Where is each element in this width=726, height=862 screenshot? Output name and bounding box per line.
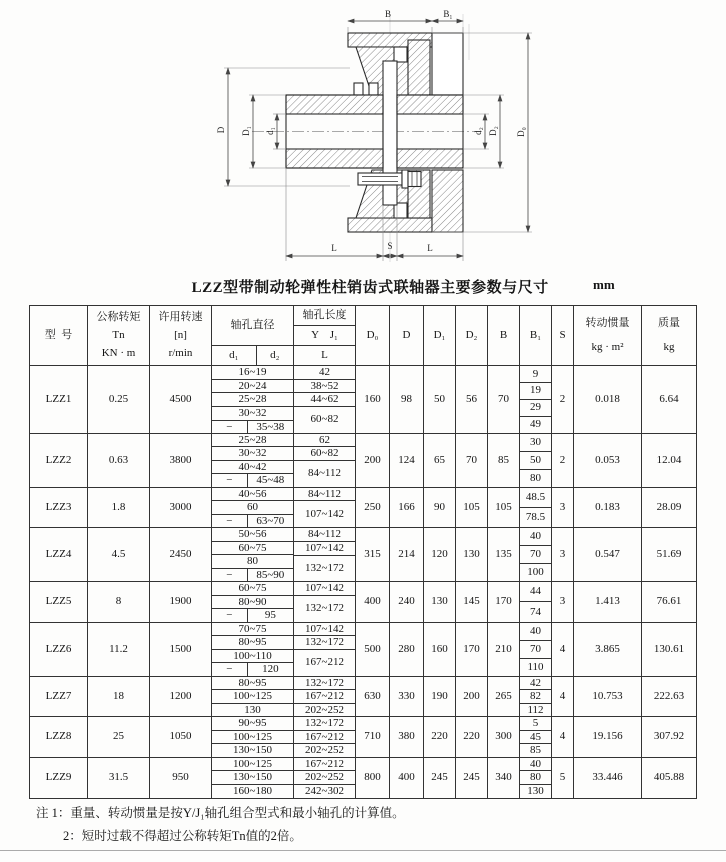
length-range: 167~212 [305, 757, 344, 770]
length-range: 42 [319, 366, 330, 379]
bore-range: 100~125 [212, 730, 293, 744]
bore-length-column [294, 582, 356, 622]
header-yj1: Y J₁ [294, 326, 355, 346]
dim-label-D: D [216, 126, 226, 134]
cell-torque: 4.5 [88, 528, 150, 581]
header-L: L [321, 349, 328, 362]
header-speed-name: 许用转速 [158, 311, 203, 324]
cell-B1: 110 [520, 658, 551, 676]
bore-range: 100~125 [212, 689, 293, 703]
cell-torque: 18 [88, 677, 150, 717]
cell-speed: 2450 [150, 528, 212, 581]
left-hub-wall-bottom [286, 149, 383, 168]
length-range: 167~212 [294, 689, 355, 703]
dim-label-S: S [387, 241, 393, 251]
bore-diameter-column [212, 623, 294, 676]
header-torque-unit: KN · m [101, 347, 136, 360]
cell-inertia: 19.156 [574, 717, 642, 757]
length-range: 132~172 [294, 595, 355, 622]
cell-mass: 222.63 [653, 689, 685, 702]
cell-D1: 190 [424, 677, 456, 717]
cell-torque: 8 [88, 582, 150, 622]
length-range: 84~112 [307, 528, 342, 541]
dim-label-D0: D₀ [516, 127, 526, 137]
cell-D2: 145 [456, 582, 488, 622]
header-bore-length [294, 306, 356, 365]
bore-length-column [294, 528, 356, 581]
cell-D0: 250 [356, 488, 390, 528]
cell-speed: 1500 [150, 623, 212, 676]
cell-D1: 65 [424, 434, 456, 487]
cell-S: 4 [552, 623, 574, 676]
cell-S: 4 [552, 677, 574, 717]
bore-range-split [212, 568, 293, 582]
bore-range: 50~56 [238, 528, 267, 540]
cell-model: LZZ6 [30, 623, 88, 676]
bore-range: 80~95 [212, 635, 293, 649]
page-bottom-rule [0, 850, 726, 851]
cell-B1: 48.5 [525, 490, 546, 503]
cell-B1: 45 [520, 730, 551, 744]
bore-range: 70~75 [238, 622, 267, 635]
cell-B1: 40 [530, 757, 541, 770]
length-range: 242~302 [294, 784, 355, 798]
cell-S: 3 [552, 528, 574, 581]
table-row [30, 582, 696, 623]
bore-diameter-column [212, 582, 294, 622]
cell-D2: 200 [456, 677, 488, 717]
cell-B1: 49 [520, 416, 551, 433]
header-inertia-unit: kg · m² [591, 341, 624, 354]
length-range: 132~172 [305, 717, 344, 729]
page-title: LZZ型带制动轮弹性柱销齿式联轴器主要参数与尺寸 [191, 280, 549, 296]
bore-range: 30~32 [212, 446, 293, 460]
bore-length-column [294, 717, 356, 757]
cell-D0: 315 [356, 528, 390, 581]
cell-S: 2 [552, 366, 574, 433]
cell-D2: 170 [456, 623, 488, 676]
cell-inertia: 3.865 [574, 623, 642, 676]
cell-speed: 3800 [150, 434, 212, 487]
cell-mass: 307.92 [653, 730, 685, 743]
cell-D0: 200 [356, 434, 390, 487]
header-bore-diameter-label: 轴孔直径 [212, 306, 293, 346]
right-flange-bottom [432, 170, 463, 232]
cell-inertia: 10.753 [574, 677, 642, 717]
bore-range: 100~125 [233, 757, 272, 770]
bore-range-split [212, 514, 293, 528]
length-range: 38~52 [294, 379, 355, 393]
header-torque-name: 公称转矩 [96, 311, 141, 324]
cell-B1: 19 [520, 382, 551, 399]
cell-D: 280 [390, 623, 424, 676]
length-range: 107~142 [294, 500, 355, 527]
cell-inertia: 0.547 [574, 528, 642, 581]
cell-D: 400 [390, 758, 424, 799]
bore-d2-range: 85~90 [256, 568, 285, 581]
B1-column [520, 582, 552, 622]
bore-diameter-column [212, 528, 294, 581]
cell-B: 170 [488, 582, 520, 622]
cell-B: 210 [488, 623, 520, 676]
cell-D1: 90 [424, 488, 456, 528]
length-range: 202~252 [294, 743, 355, 757]
cell-S: 2 [552, 434, 574, 487]
note-1: 注 1：重量、转动惯量是按Y/J₁轴孔组合型式和最小轴孔的计算值。 [36, 806, 405, 820]
dim-label-B1: B₁ [443, 9, 453, 19]
length-range: 107~142 [305, 582, 344, 595]
cell-D: 240 [390, 582, 424, 622]
cell-torque: 0.25 [88, 366, 150, 433]
bore-range: 80 [212, 554, 293, 568]
header-d1: d₁ [212, 346, 257, 365]
length-range: 202~252 [294, 703, 355, 717]
cell-model: LZZ5 [30, 582, 88, 622]
header-D: D [390, 306, 424, 365]
header-S: S [552, 306, 574, 365]
cell-mass: 130.61 [653, 642, 685, 655]
cell-B: 340 [488, 758, 520, 799]
cell-mass: 6.64 [659, 392, 679, 405]
unit-label: mm [593, 277, 615, 292]
header-B1: B₁ [520, 306, 552, 365]
header-mass-name: 质量 [658, 317, 680, 330]
cell-D0: 400 [356, 582, 390, 622]
header-inertia-name: 转动惯量 [585, 317, 630, 330]
cell-model: LZZ9 [30, 758, 88, 799]
cell-torque: 11.2 [88, 623, 150, 676]
length-range: 60~82 [294, 446, 355, 460]
B1-column [520, 434, 552, 487]
cell-D0: 710 [356, 717, 390, 757]
cell-B1: 85 [520, 743, 551, 757]
cell-B1: 70 [520, 545, 551, 563]
bore-length-column [294, 677, 356, 717]
cell-B: 85 [488, 434, 520, 487]
bore-range: 80~95 [238, 676, 267, 689]
coupling-cross-section-diagram [0, 0, 726, 272]
bore-length-column [294, 366, 356, 433]
bore-range-split [212, 662, 293, 676]
bore-range: 160~180 [212, 784, 293, 798]
cell-D1: 120 [424, 528, 456, 581]
bore-d1-dash: − [212, 569, 248, 582]
brake-rim-bottom [348, 218, 432, 232]
bore-range: 130~150 [212, 743, 293, 757]
coupling-parts [286, 33, 463, 232]
cell-B1: 40 [530, 530, 541, 543]
cell-D0: 630 [356, 677, 390, 717]
length-range: 62 [319, 433, 330, 446]
B1-column [520, 758, 552, 799]
cell-D1: 130 [424, 582, 456, 622]
cell-S: 5 [552, 758, 574, 799]
cell-B: 70 [488, 366, 520, 433]
cell-B1: 130 [520, 784, 551, 798]
bore-range: 100~110 [212, 649, 293, 663]
title-row [0, 276, 726, 298]
cell-B1: 50 [520, 451, 551, 469]
bore-range: 130 [212, 703, 293, 717]
bore-d1-dash: − [212, 609, 248, 622]
gear-sleeve-top [408, 40, 430, 95]
cell-speed: 950 [150, 758, 212, 799]
bore-diameter-column [212, 434, 294, 487]
coupling-drawing-area [0, 0, 726, 272]
bore-range: 30~32 [212, 406, 293, 420]
spec-table [29, 305, 697, 799]
cell-B1: 70 [520, 640, 551, 658]
bore-d1-dash: − [212, 421, 248, 434]
cell-B: 265 [488, 677, 520, 717]
header-model: 型 号 [30, 306, 88, 365]
cell-speed: 3000 [150, 488, 212, 528]
cell-D2: 105 [456, 488, 488, 528]
cell-D1: 160 [424, 623, 456, 676]
length-range: 167~212 [294, 649, 355, 676]
table-row [30, 488, 696, 529]
bore-range-split [212, 608, 293, 622]
table-row [30, 717, 696, 758]
cell-model: LZZ7 [30, 677, 88, 717]
cell-model: LZZ2 [30, 434, 88, 487]
gear-slot-top [394, 47, 407, 62]
bore-range: 40~42 [212, 460, 293, 474]
bore-d2-range: 63~70 [256, 514, 285, 527]
cell-torque: 1.8 [88, 488, 150, 528]
cell-inertia: 0.053 [574, 434, 642, 487]
cell-mass: 405.88 [653, 771, 685, 784]
cell-B1: 82 [520, 689, 551, 703]
length-range: 202~252 [294, 770, 355, 784]
header-speed [150, 306, 212, 365]
notes [36, 802, 405, 848]
cell-B1: 40 [530, 624, 541, 637]
table-body [30, 366, 696, 798]
B1-column [520, 717, 552, 757]
dim-label-L-right: L [427, 243, 433, 253]
cell-speed: 1900 [150, 582, 212, 622]
cell-torque: 25 [88, 717, 150, 757]
cell-B1: 78.5 [520, 507, 551, 527]
bore-range: 60~75 [238, 582, 267, 594]
bore-diameter-column [212, 366, 294, 433]
B1-column [520, 677, 552, 717]
bore-diameter-column [212, 488, 294, 528]
left-hub-wall-top [286, 95, 383, 114]
bore-range: 40~56 [238, 487, 267, 500]
cell-inertia: 33.446 [574, 758, 642, 799]
cell-speed: 4500 [150, 366, 212, 433]
cell-B1: 5 [532, 717, 539, 729]
header-d2: d₂ [270, 349, 280, 362]
cell-D0: 800 [356, 758, 390, 799]
header-D0: D₀ [356, 306, 390, 365]
cell-D2: 70 [456, 434, 488, 487]
cell-model: LZZ3 [30, 488, 88, 528]
cell-B: 135 [488, 528, 520, 581]
cell-speed: 1200 [150, 677, 212, 717]
header-B: B [488, 306, 520, 365]
B1-column [520, 623, 552, 676]
cell-model: LZZ8 [30, 717, 88, 757]
bore-range: 90~95 [238, 717, 267, 729]
header-bore-length-label: 轴孔长度 [294, 306, 355, 326]
bore-length-column [294, 623, 356, 676]
bore-d2-range: 95 [264, 609, 276, 622]
cell-B1: 74 [520, 601, 551, 621]
right-hub-wall-bottom [397, 149, 463, 168]
B1-column [520, 366, 552, 433]
cell-B1: 44 [530, 585, 541, 598]
length-range: 84~112 [294, 460, 355, 487]
cell-D: 98 [390, 366, 424, 433]
cell-mass: 76.61 [656, 595, 682, 608]
cell-torque: 0.63 [88, 434, 150, 487]
bore-range: 60~75 [212, 541, 293, 555]
dim-label-d2: d₂ [473, 127, 483, 135]
bore-range: 80~90 [212, 595, 293, 609]
cell-B1: 112 [520, 703, 551, 717]
cell-B1: 100 [520, 563, 551, 581]
bore-d2-range: 45~48 [256, 474, 285, 487]
cell-inertia: 0.183 [574, 488, 642, 528]
cell-B1: 9 [532, 367, 539, 380]
pin-hole-right [369, 83, 378, 95]
length-range: 132~172 [294, 555, 355, 582]
cell-D: 330 [390, 677, 424, 717]
cell-B1: 42 [530, 676, 541, 689]
bore-range: 16~19 [238, 366, 267, 378]
table-row [30, 434, 696, 488]
cell-B1: 80 [520, 770, 551, 784]
dim-label-D1: D₁ [241, 126, 251, 136]
header-speed-unit: r/min [168, 347, 193, 360]
bore-diameter-column [212, 758, 294, 799]
bore-d1-dash: − [212, 515, 248, 528]
cell-model: LZZ4 [30, 528, 88, 581]
length-range: 132~172 [305, 676, 344, 689]
cell-D2: 56 [456, 366, 488, 433]
cell-D1: 245 [424, 758, 456, 799]
cell-B: 300 [488, 717, 520, 757]
bore-length-column [294, 434, 356, 487]
cell-model: LZZ1 [30, 366, 88, 433]
B1-column [520, 528, 552, 581]
cell-mass: 28.09 [656, 500, 682, 513]
header-D1: D₁ [424, 306, 456, 365]
cell-D0: 500 [356, 623, 390, 676]
cell-D: 124 [390, 434, 424, 487]
bore-range: 130~150 [212, 770, 293, 784]
pin-hole-left [354, 83, 363, 95]
header-torque-symbol: Tn [112, 329, 125, 342]
right-flange-top [432, 33, 463, 95]
dim-label-d1: d₁ [265, 127, 275, 135]
cell-D1: 220 [424, 717, 456, 757]
cell-mass: 51.69 [656, 548, 682, 561]
cell-inertia: 1.413 [574, 582, 642, 622]
length-range: 132~172 [294, 635, 355, 649]
cell-mass: 12.04 [656, 453, 682, 466]
right-hub-wall-top [397, 95, 463, 114]
bore-d1-dash: − [212, 474, 248, 487]
cell-B1: 30 [530, 435, 541, 448]
table-row [30, 366, 696, 434]
header-speed-symbol: [n] [174, 329, 187, 342]
table-header [30, 306, 696, 366]
bore-range: 25~28 [212, 392, 293, 406]
cell-D: 166 [390, 488, 424, 528]
dim-label-D2: D₂ [488, 126, 498, 136]
cell-inertia: 0.018 [574, 366, 642, 433]
cell-D2: 245 [456, 758, 488, 799]
cell-S: 4 [552, 717, 574, 757]
bore-range-split [212, 420, 293, 434]
length-range: 107~142 [305, 622, 344, 635]
cell-B1: 80 [520, 469, 551, 487]
bore-range: 60 [212, 500, 293, 514]
cell-D: 380 [390, 717, 424, 757]
header-bore-diameter [212, 306, 294, 365]
pin-bolt [358, 170, 421, 188]
cell-D2: 130 [456, 528, 488, 581]
length-range: 107~142 [294, 541, 355, 555]
table-row [30, 623, 696, 677]
table-row [30, 758, 696, 799]
cell-D2: 220 [456, 717, 488, 757]
header-D2: D₂ [456, 306, 488, 365]
length-range: 44~62 [294, 392, 355, 406]
length-range: 167~212 [294, 730, 355, 744]
bore-length-column [294, 758, 356, 799]
dim-label-L-left: L [331, 243, 337, 253]
bore-range: 20~24 [212, 379, 293, 393]
bore-d2-range: 120 [262, 663, 279, 676]
header-torque [88, 306, 150, 365]
cell-D: 214 [390, 528, 424, 581]
cell-S: 3 [552, 488, 574, 528]
note-2: 2：短时过载不得超过公称转矩Tn值的2倍。 [63, 829, 302, 844]
cell-speed: 1050 [150, 717, 212, 757]
bore-range: 25~28 [238, 433, 267, 446]
table-row [30, 677, 696, 718]
bore-diameter-column [212, 717, 294, 757]
bore-length-column [294, 488, 356, 528]
cell-D1: 50 [424, 366, 456, 433]
cell-S: 3 [552, 582, 574, 622]
length-range: 84~112 [307, 487, 342, 500]
bore-diameter-column [212, 677, 294, 717]
bore-d1-dash: − [212, 663, 248, 676]
header-mass [642, 306, 696, 365]
bore-d2-range: 35~38 [256, 420, 285, 433]
dim-label-B: B [384, 9, 392, 19]
bore-range-split [212, 473, 293, 487]
cell-B1: 29 [520, 399, 551, 416]
header-inertia [574, 306, 642, 365]
B1-column [520, 488, 552, 528]
length-range: 60~82 [294, 406, 355, 432]
cell-B: 105 [488, 488, 520, 528]
table-row [30, 528, 696, 582]
header-mass-unit: kg [663, 341, 675, 354]
cell-D0: 160 [356, 366, 390, 433]
cell-torque: 31.5 [88, 758, 150, 799]
